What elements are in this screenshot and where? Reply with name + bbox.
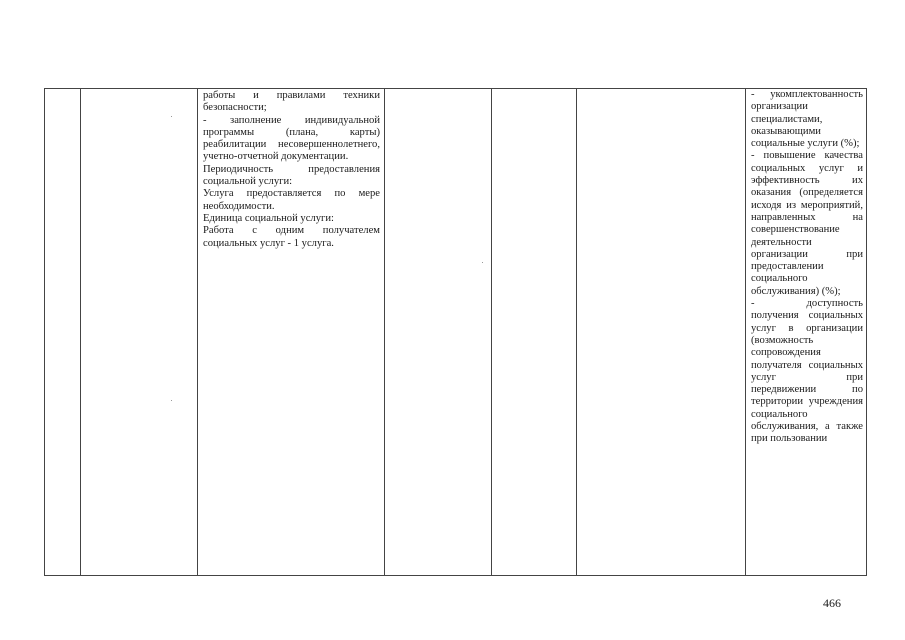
- table-row: [45, 89, 867, 576]
- description-paragraph: Работа с одним получателем социальных услуг - 1 услуга.: [203, 225, 380, 249]
- service-name-cell: [81, 89, 198, 576]
- description-paragraph: - заполнение индивидуальной программы (плана, карты) реабилитации несовершеннолетнего, учетно-отчетной документации.: [203, 114, 380, 163]
- indicator-paragraph: - укомплектованность организации специалистами, оказывающими социальные услуги (%);: [751, 89, 863, 150]
- description-paragraph: Услуга предоставляется по мере необходимости.: [203, 188, 380, 212]
- indicator-paragraph: - доступность получения социальных услуг в организации (возможность сопровождения получателя социальных услуг при передвижении по территории учреждения социального обслуживания, а также при пользовании: [751, 298, 863, 445]
- description-text: [198, 89, 384, 250]
- indicators-text: [746, 89, 866, 446]
- empty-cell: [385, 89, 492, 576]
- description-paragraph: Единица социальной услуги:: [203, 212, 334, 224]
- empty-cell: [577, 89, 746, 576]
- services-table: [44, 88, 867, 576]
- scan-speck: [171, 116, 172, 117]
- number-cell: [45, 89, 81, 576]
- description-paragraph: Периодичность предоставления социальной услуги:: [203, 163, 380, 188]
- page-number: 466: [823, 596, 841, 610]
- empty-cell: [492, 89, 577, 576]
- scan-speck: [482, 262, 483, 263]
- service-description-cell: [198, 89, 385, 576]
- scan-speck: [171, 400, 172, 401]
- description-paragraph: работы и правилами техники безопасности;: [203, 90, 380, 114]
- indicator-paragraph: - повышение качества социальных услуг и эффективность их оказания (определяется исходя из мероприятий, направленных на совершенствование деятельности организации при предоставлении социального обслуживания) (%);: [751, 150, 863, 297]
- indicators-cell: [746, 89, 867, 576]
